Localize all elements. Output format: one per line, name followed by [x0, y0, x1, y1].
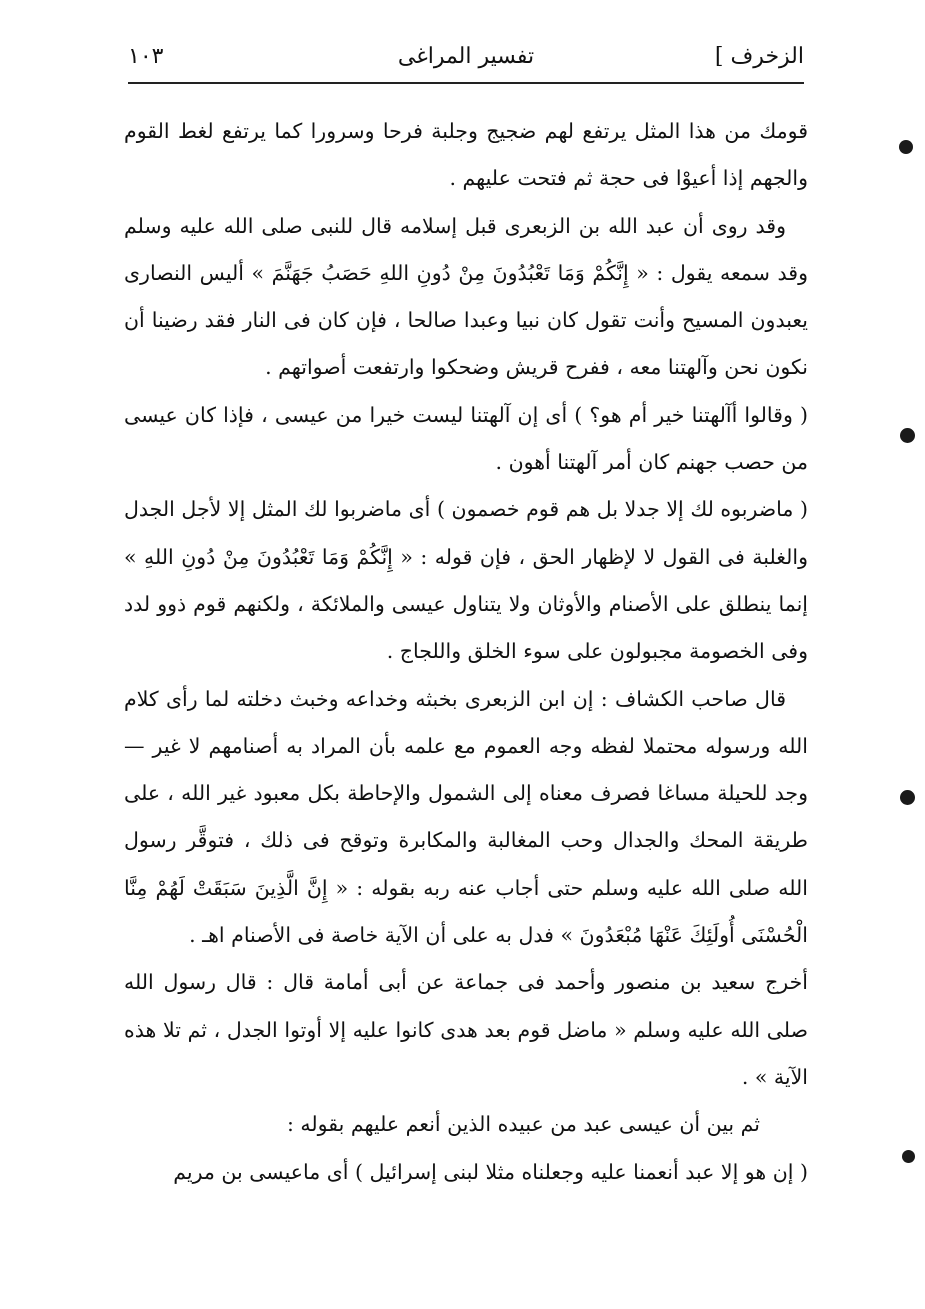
book-title: تفسير المراغى: [397, 44, 535, 69]
paragraph: وقد روى أن عبد الله بن الزبعرى قبل إسلامه قال للنبى صلى الله عليه وسلم وقد سمعه يقول : « إِنَّكُمْ وَمَا تَعْبُدُونَ مِنْ دُونِ اللهِ حَصَبُ جَهَنَّمَ » أليس النصارى يعبدون المسيح وأنت تقول كان نبيا وعبدا صالحا ، فإن كان فى النار فقد رضينا أن نكون نحن وآلهتنا معه ، ففرح قريش وضحكوا وارتفعت أصواتهم .: [124, 213, 808, 380]
paragraph: ثم بين أن عيسى عبد من عبيده الذين أنعم عليهم بقوله :: [287, 1112, 760, 1137]
paragraph: قومك من هذا المثل يرتفع لهم ضجيج وجلبة فرحا وسرورا كما يرتفع لغط القوم والجهم إذا أعيوْا فى حجة ثم فتحت عليهم .: [124, 119, 808, 191]
binding-hole-mark: [899, 140, 913, 154]
header-rule: [128, 82, 804, 84]
binding-hole-mark: [900, 428, 915, 443]
page-header: [128, 30, 804, 82]
paragraph: قال صاحب الكشاف : إن ابن الزبعرى بخبثه وخداعه وخبث دخلته لما رأى كلام الله ورسوله محتملا لفظه وجه العموم مع علمه بأن المراد به أصنامهم لا غير — وجد للحيلة مساغا فصرف معناه إلى الشمول والإحاطة بكل معبود غير الله ، على طريقة المحك والجدال وحب المغالبة والمكابرة وتوقح فى ذلك ، فتوقَّر رسول الله صلى الله عليه وسلم حتى أجاب عنه ربه بقوله : « إِنَّ الَّذِينَ سَبَقَتْ لَهُمْ مِنَّا الْحُسْنَى أُولَئِكَ عَنْهَا مُبْعَدُونَ » فدل به على أن الآية خاصة فى الأصنام اهـ .: [124, 686, 808, 948]
paragraph: أخرج سعيد بن منصور وأحمد فى جماعة عن أبى أمامة قال : قال رسول الله صلى الله عليه وسلم « ماضل قوم بعد هدى كانوا عليه إلا أوتوا الجدل ، ثم تلا هذه الآية » .: [124, 970, 808, 1089]
sura-name: الزخرف ]: [714, 44, 804, 69]
paragraph: ( ماضربوه لك إلا جدلا بل هم قوم خصمون ) أى ماضربوا لك المثل إلا لأجل الجدل والغلبة فى القول لا لإظهار الحق ، فإن قوله : « إِنَّكُمْ وَمَا تَعْبُدُونَ مِنْ دُونِ اللهِ » إنما ينطلق على الأصنام والأوثان ولا يتناول عيسى والملائكة ، ولكنهم قوم ذوو لدد وفى الخصومة مجبولون على سوء الخلق واللجاج .: [124, 497, 808, 664]
binding-hole-mark: [900, 790, 915, 805]
paragraph: ( وقالوا أآلهتنا خير أم هو؟ ) أى إن آلهتنا ليست خيرا من عيسى ، فإذا كان عيسى من حصب جهنم كان أمر آلهتنا أهون .: [124, 402, 808, 475]
binding-hole-mark: [902, 1150, 915, 1163]
page-number: ١٠٣: [128, 44, 164, 69]
page-body: [124, 108, 808, 1196]
paragraph: ( إن هو إلا عبد أنعمنا عليه وجعلناه مثلا لبنى إسرائيل ) أى ماعيسى بن مريم: [173, 1159, 808, 1184]
